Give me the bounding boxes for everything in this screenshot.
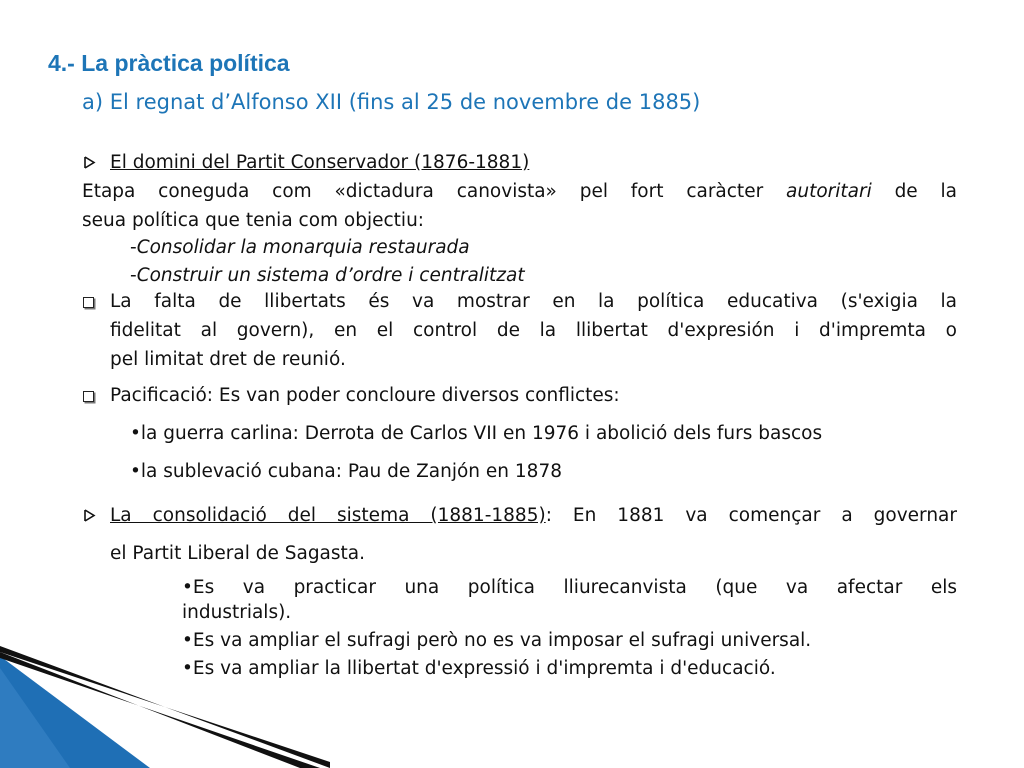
para-italic: autoritari bbox=[786, 181, 872, 202]
slide-title: 4.- La pràctica política bbox=[48, 50, 290, 76]
pacification-item-1: •la guerra carlina: Derrota de Carlos VII en 1976 i abolició dels furs bascos bbox=[130, 423, 823, 444]
checkbox-bullet-icon bbox=[82, 287, 104, 317]
decorative-corner-stripes bbox=[0, 638, 330, 768]
section2-intro: : En 1881 va començar a governar bbox=[545, 505, 957, 526]
para-text-end: de la bbox=[894, 181, 957, 202]
section1-para-line1 bbox=[82, 177, 957, 206]
liberal-bullet-3: •Es va ampliar la llibertat d'expressió i d'impremta i d'educació. bbox=[182, 658, 776, 679]
checkbox-bullet-icon bbox=[82, 381, 104, 411]
para-text: Etapa coneguda com «dictadura canovista» pel fort caràcter bbox=[82, 181, 764, 202]
liberal-bullet-1: •Es va practicar una política lliurecanvista (que va afectar els bbox=[182, 577, 957, 598]
objective-text: Consolidar la monarquia restaurada bbox=[136, 237, 470, 258]
section1-para-line2: seua política que tenia com objectiu: bbox=[82, 210, 425, 231]
objective-2 bbox=[130, 261, 525, 290]
objective-1 bbox=[130, 233, 470, 262]
section1-heading: El domini del Partit Conservador (1876-1881) bbox=[110, 152, 530, 173]
objective-dash: - bbox=[130, 265, 137, 286]
box1-line2: fidelitat al govern), en el control de la llibertat d'expresión i d'impremta o bbox=[110, 320, 957, 341]
box-bullet-1 bbox=[82, 287, 957, 377]
box1-line1: La falta de llibertats és va mostrar en la política educativa (s'exigia la bbox=[110, 291, 957, 312]
objective-text: Construir un sistema d’ordre i centralitzat bbox=[136, 265, 525, 286]
liberal-bullet-2: •Es va ampliar el sufragi però no es va imposar el sufragi universal. bbox=[182, 630, 812, 651]
objective-dash: - bbox=[130, 237, 137, 258]
arrow-bullet-icon bbox=[82, 148, 104, 177]
section2-intro-line2: el Partit Liberal de Sagasta. bbox=[110, 543, 366, 564]
arrow-bullet-icon bbox=[82, 501, 104, 530]
box2-text: Pacificació: Es van poder concloure diversos conflictes: bbox=[110, 385, 620, 406]
section2-heading: La consolidació del sistema (1881-1885) bbox=[110, 505, 546, 526]
box1-line3: pel limitat dret de reunió. bbox=[110, 349, 346, 370]
pacification-item-2: •la sublevació cubana: Pau de Zanjón en 1878 bbox=[130, 461, 562, 482]
liberal-bullet-1-cont: industrials). bbox=[182, 602, 292, 623]
slide-subtitle: a) El regnat d’Alfonso XII (fins al 25 de novembre de 1885) bbox=[82, 90, 701, 114]
